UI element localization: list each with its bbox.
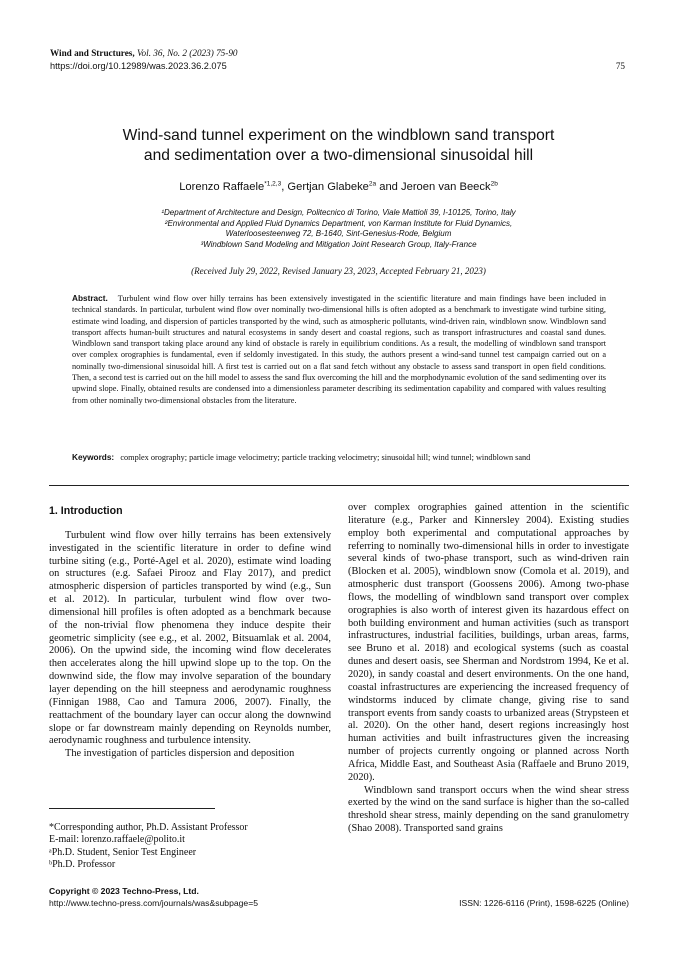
body-paragraph: Windblown sand transport occurs when the wind shear stress exerted by the wind on the sand surface is higher than the so-called threshold shear stress, mainly depending on the sand granulometry (Shao 2008). Transported sand grains [348, 784, 629, 835]
author-affiliation-mark: 2b [490, 180, 498, 188]
page-number: 75 [615, 61, 625, 71]
abstract-text: Turbulent wind flow over hilly terrains has been extensively investigated in the scientific literature and main findings have been included in technical standards. In particular, turbulent wind flow over nominally two-dimensional hills is often adopted as a benchmark to investigate wind turbine siting, estimate wind loading, and dispersion of particles transported by the wind, such as atmospheric pollutants, wind-driven rain, windblown snow. Windblown sand transport affects human-built structures and natural ecosystems in sandy desert and coastal regions, such as transport infrastructures and coastal sand dunes. Windblown sand transport taking place around any kind of obstacle is rarely in equilibrium conditions. As a result, the modelling of windblown sand transport over complex orographies is fundamental, even if seldomly investigated. In this study, the authors present a wind-sand tunnel test campaign carried out on a nominally two-dimensional sinusoidal hill. A first test is carried out on a flat sand fetch without any obstacle to assess sand transport in open field conditions. Then, a second test is carried out on the hill model to assess the sand flux overcoming the hill and the morphodynamic evolution of the sand sedimenting over its upwind slope. Finally, obtained results are condensed into a dimensionless parameter describing its sedimentation capability and compared with values resulting from other nominally two-dimensional obstacles from the literature. [72, 294, 606, 405]
affiliation-line: Waterloosesteenweg 72, B-1640, Sint-Genesius-Rode, Belgium [225, 229, 452, 238]
paper-title [70, 126, 607, 166]
copyright: Copyright © 2023 Techno-Press, Ltd. [49, 886, 199, 896]
body-column-left [49, 505, 331, 761]
body-column-right [348, 502, 629, 836]
author-name: Lorenzo Raffaele [179, 181, 265, 193]
issn: ISSN: 1226-6116 (Print), 1598-6225 (Online) [459, 898, 629, 908]
author-conjunction: and [379, 181, 398, 193]
author-name: Jeroen van Beeck [401, 181, 491, 193]
footnote-a: ᵃPh.D. Student, Senior Test Engineer [49, 846, 197, 858]
abstract-label: Abstract. [72, 294, 108, 303]
keywords [72, 452, 606, 463]
affiliation-line: ³Windblown Sand Modeling and Mitigation Joint Research Group, Italy-France [200, 239, 477, 249]
section-heading: 1. Introduction [49, 505, 123, 517]
doi-link[interactable]: https://doi.org/10.12989/was.2023.36.2.075 [50, 61, 227, 71]
section-divider [49, 485, 629, 486]
footnote-email[interactable]: E-mail: lorenzo.raffaele@polito.it [49, 834, 185, 846]
author-affiliation-mark: *1,2,3 [264, 180, 282, 188]
body-paragraph: The investigation of particles dispersion and deposition [65, 748, 295, 760]
affiliations [90, 208, 587, 250]
author-list: Lorenzo Raffaele$^{*1,2,3}$, Gertjan Glabeke$^{2a}$ and Jeroen van Beeck$^{2b}$ [179, 180, 498, 193]
journal-name: Wind and Structures, [50, 48, 135, 58]
body-paragraph: Turbulent wind flow over hilly terrains has been extensively investigated in the scientific literature in order to define wind turbine siting (e.g., Porté-Agel et al. 2020), estimate wind loading on structures (e.g. Safaei Pirooz and Flay 2017), and predict atmospheric dispersion of particles transported by wind (e.g., Sun et al. 2012). In particular, turbulent wind flow over two-dimensional hill profiles is often adopted as a benchmark because of the non-trivial flow phenomena they induce despite their geometric simplicity (see e.g., et al. 2002, Bitsuamlak et al. 2004, 2006). On the upwind side, the incoming wind flow decelerates then accelerates along the hill upwind slope up to the top. On the downwind side, the flow may involve separation of the boundary layer depending on the hill steepness and aerodynamic roughness (Finnigan 1988, Cao and Tamura 2006, 2007). Finally, the reattachment of the boundary layer can occur along the downwind slope or far downstream mainly depending on Reynolds number, aerodynamic roughness and turbulence intensity. [49, 529, 331, 747]
author-name: Gertjan Glabeke [287, 181, 369, 193]
author-affiliation-mark: 2a [368, 180, 377, 188]
footnote-corresponding: *Corresponding author, Ph.D. Assistant Professor [49, 822, 248, 833]
keywords-text: complex orography; particle image velocimetry; particle tracking velocimetry; sinusoidal hill; wind tunnel; windblown sand [120, 453, 531, 462]
affiliation-line: ¹Department of Architecture and Design, Politecnico di Torino, Viale Mattioli 39, I-10125, Torino, Italy [161, 208, 516, 217]
journal-volume: Vol. 36, No. 2 (2023) 75-90 [136, 48, 238, 58]
title-line: and sedimentation over a two-dimensional sinusoidal hill [143, 147, 534, 164]
body-paragraph: over complex orographies gained attention in the scientific literature (e.g., Parker and Kinnersley 2004). Existing studies employ both experimental and computational approaches by referring to nominally two-dimensional hills in order to investigate several kinds of two-phase transport, such as wind-driven rain (Blocken et al. 2005), windblown snow (Comola et al. 2019), and atmospheric dust transport (Goossens 2006). Among two-phase flows, the modelling of windblown sand transport over complex orographies is also worth of interest given its hazardous effect on both building environment and human activities (such as transport infrastructures, industrial facilities, buildings, urban areas, farms, see Bruno et al. 2018) and ecological systems (such as coastal dunes and desert oasis, see Sherman and Nordstrom 1994, Ke et al. 2020), in sandy coastal and desert environments. On the one hand, coastal infrastructures are experiencing the increased frequency of windstorms induced by climate change, giving rise to sand transport events from sandy coasts to urbanized areas (Strypsteen et al. 2020). On the other hand, desert regions increasingly host human activities and built infrastructures given the increasing number of projects currently ongoing or planned across North Africa, Middle East, and Southeast Asia (Raffaele and Bruno 2019, 2020). [348, 502, 629, 783]
journal-url[interactable]: http://www.techno-press.com/journals/was&subpage=5 [49, 898, 258, 908]
journal-citation [50, 48, 238, 58]
footnote-divider [49, 808, 215, 809]
footnote-b: ᵇPh.D. Professor [49, 858, 116, 870]
abstract [72, 293, 606, 406]
keywords-label: Keywords: [72, 453, 115, 462]
footnotes [49, 822, 331, 871]
title-line: Wind-sand tunnel experiment on the windblown sand transport [122, 127, 555, 144]
received-dates: (Received July 29, 2022, Revised January 23, 2023, Accepted February 21, 2023) [191, 266, 486, 276]
affiliation-line: ²Environmental and Applied Fluid Dynamics Department, von Karman Institute for Fluid Dynamics, [164, 218, 513, 228]
